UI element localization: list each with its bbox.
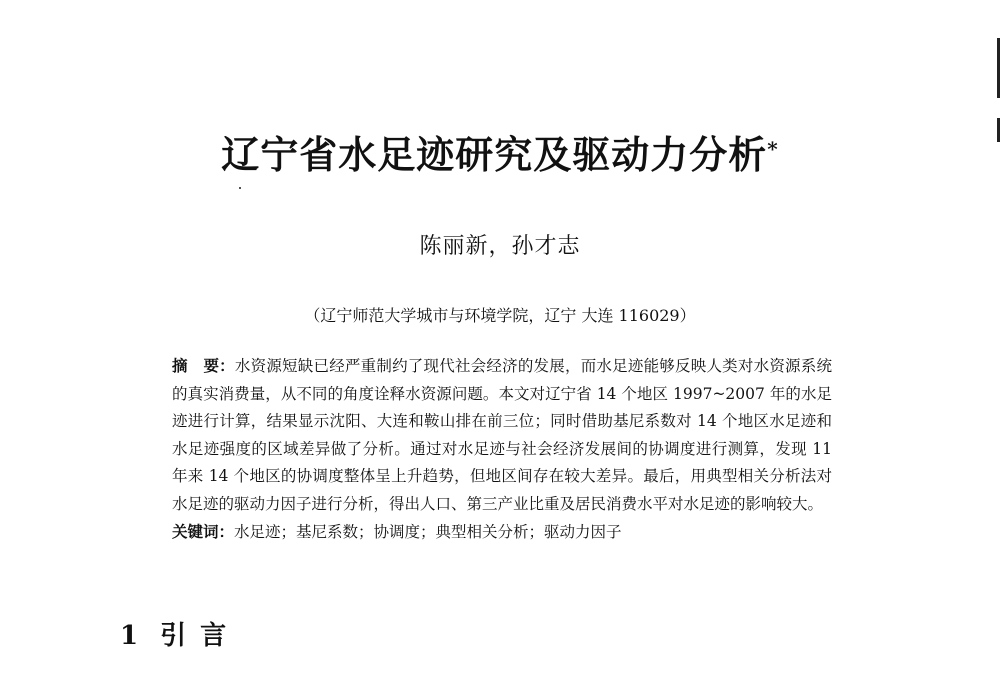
author-affiliation: （辽宁师范大学城市与环境学院，辽宁 大连 116029） xyxy=(304,306,696,325)
section-heading xyxy=(120,618,240,654)
paper-authors: 陈丽新，孙才志 xyxy=(419,234,581,259)
section-number: 1 xyxy=(120,621,139,651)
abstract-label: 摘 要： xyxy=(172,356,235,375)
scan-speck xyxy=(239,187,241,189)
keywords-label: 关键词： xyxy=(172,522,235,541)
abstract-text: 水资源短缺已经严重制约了现代社会经济的发展，而水足迹能够反映人类对水资源系统的真实消费量，从不同的角度诠释水资源问题。本文对辽宁省 14 个地区 1997~2007 年的水足迹进行计算，结果显示沈阳、大连和鞍山排在前三位；同时借助基尼系数对 14 个地区水足迹和水足迹强度的区域差异做了分析。通过对水足迹与社会经济发展间的协调度进行测算，发现 11 年来 14 个地区的协调度整体呈上升趋势，但地区间存在较大差异。最后，用典型相关分析法对水足迹的驱动力因子进行分析，得出人口、第三产业比重及居民消费水平对水足迹的影响较大。 xyxy=(172,357,832,513)
keywords-text: 水足迹；基尼系数；协调度；典型相关分析；驱动力因子 xyxy=(234,523,622,541)
abstract-paragraph xyxy=(172,352,832,518)
title-text: 辽宁省水足迹研究及驱动力分析 xyxy=(221,132,768,177)
title-footnote-marker: * xyxy=(767,137,779,161)
paper-title xyxy=(0,132,1000,178)
keywords-line xyxy=(172,518,832,547)
abstract-block xyxy=(172,352,832,547)
section-title: 引言 xyxy=(160,621,241,651)
